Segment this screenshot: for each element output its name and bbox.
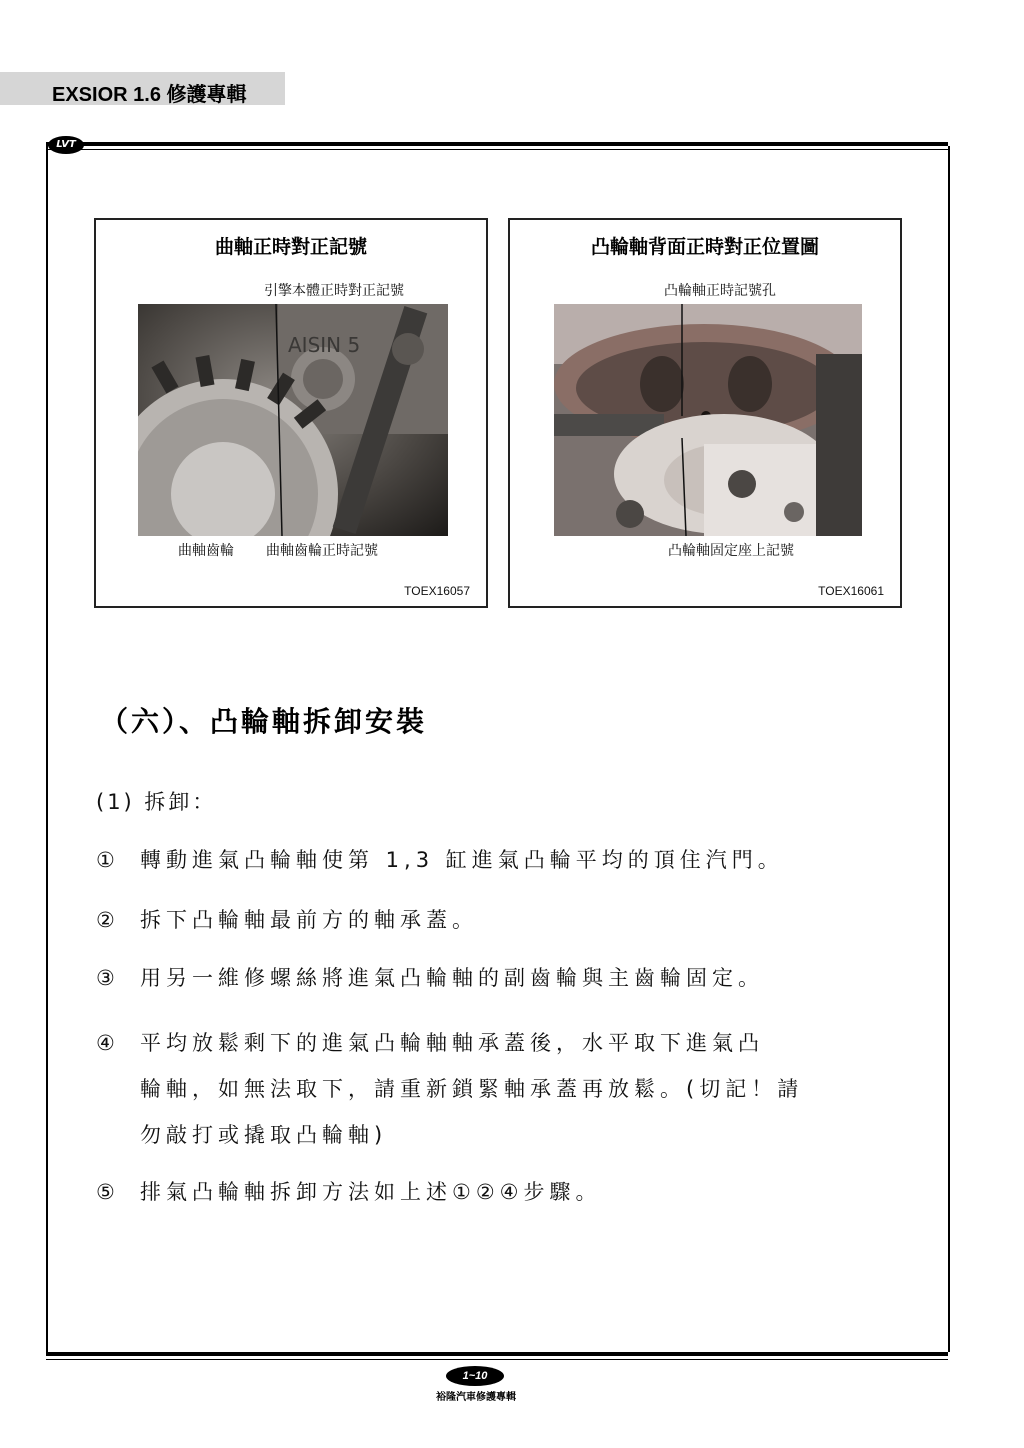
- callout-crank-gear-mark: 曲軸齒輪正時記號: [266, 543, 378, 559]
- step-subheading: (1) 拆卸：: [96, 790, 217, 814]
- step-number: ④: [96, 1031, 115, 1055]
- step-4: [96, 1020, 916, 1158]
- step-1: [96, 844, 916, 874]
- step-number: ①: [96, 848, 115, 872]
- step-text-line: 平均放鬆剩下的進氣凸輪軸軸承蓋後，水平取下進氣凸: [140, 1031, 764, 1055]
- bottom-rule: [46, 1352, 948, 1356]
- page-number-badge: 1~10: [446, 1366, 504, 1386]
- callout-cam-hole: 凸輪軸正時記號孔: [664, 283, 776, 299]
- callout-engine-mark: 引擎本體正時對正記號: [264, 283, 404, 299]
- step-number: ③: [96, 966, 115, 990]
- callout-cam-mount-mark: 凸輪軸固定座上記號: [668, 543, 794, 559]
- camshaft-gear-image: [554, 304, 862, 536]
- step-number: ②: [96, 908, 115, 932]
- figure-crankshaft: [94, 218, 488, 608]
- brand-logo-icon: LVT: [48, 136, 84, 154]
- step-number: ⑤: [96, 1180, 115, 1204]
- header-title: EXSIOR 1.6 修護專輯: [52, 84, 247, 106]
- step-text: 用另一維修螺絲將進氣凸輪軸的副齒輪與主齒輪固定。: [140, 966, 764, 990]
- figure-title: 凸輪軸背面正時對正位置圖: [590, 236, 819, 258]
- step-text: 拆下凸輪軸最前方的軸承蓋。: [140, 908, 478, 932]
- step-3: [96, 962, 916, 992]
- figure-camshaft: [508, 218, 902, 608]
- step-2: [96, 904, 916, 934]
- callout-crank-gear: 曲軸齒輪: [178, 543, 234, 559]
- step-text: 排氣凸輪軸拆卸方法如上述①②④步驟。: [140, 1180, 602, 1204]
- step-text-line: 勿敲打或撬取凸輪軸): [140, 1123, 388, 1147]
- figure-code: TOEX16061: [818, 584, 884, 598]
- section-heading: （六）、凸輪軸拆卸安裝: [100, 705, 428, 738]
- camshaft-photo: [554, 304, 862, 536]
- crankshaft-gear-image: [138, 304, 448, 536]
- publisher-label: 裕隆汽車修護專輯: [436, 1392, 516, 1403]
- step-text: 轉動進氣凸輪軸使第 1,3 缸進氣凸輪平均的頂住汽門。: [140, 848, 784, 872]
- crankshaft-photo: [138, 304, 448, 536]
- engraving-label: AISIN 5: [288, 333, 361, 357]
- step-5: [96, 1176, 916, 1206]
- bottom-rule-thin: [46, 1359, 948, 1360]
- figure-title: 曲軸正時對正記號: [214, 236, 367, 258]
- step-text-line: 輪軸，如無法取下，請重新鎖緊軸承蓋再放鬆。(切記！請: [140, 1077, 804, 1101]
- figure-code: TOEX16057: [404, 584, 470, 598]
